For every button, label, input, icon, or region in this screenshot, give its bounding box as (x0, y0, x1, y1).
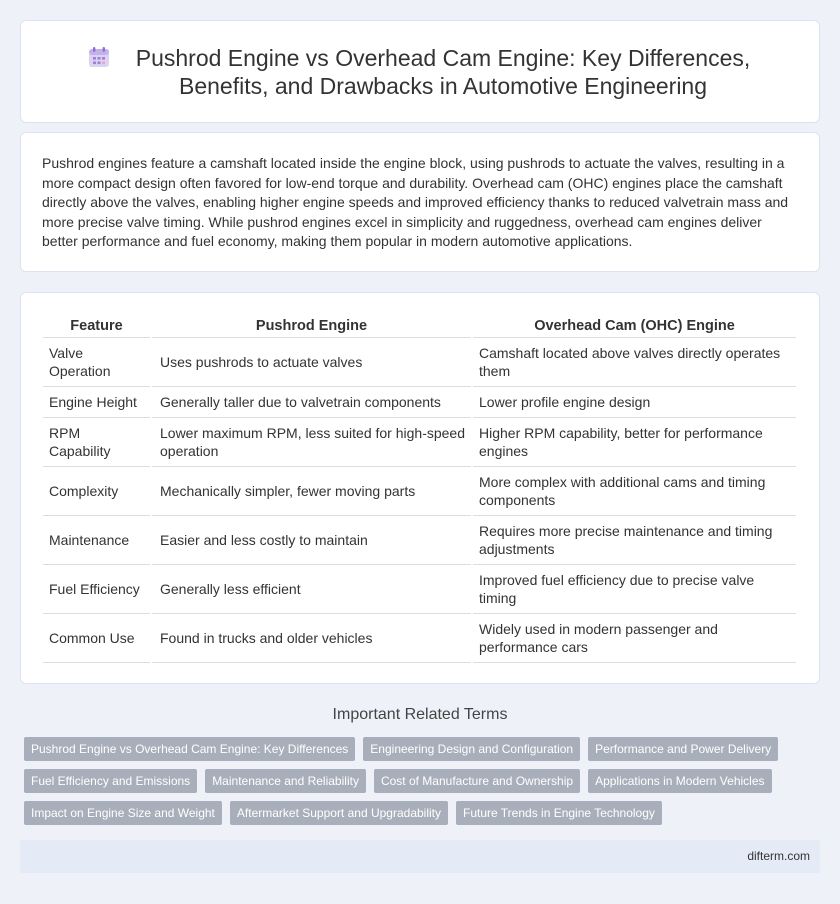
ohc-cell: Widely used in modern passenger and performance cars (472, 614, 797, 663)
table-row (43, 516, 797, 565)
related-term-tag[interactable]: Future Trends in Engine Technology (456, 801, 662, 825)
feature-cell: Valve Operation (43, 338, 151, 387)
pushrod-cell: Lower maximum RPM, less suited for high-speed operation (151, 418, 472, 467)
ohc-cell: Requires more precise maintenance and timing adjustments (472, 516, 797, 565)
table-row (43, 338, 797, 387)
related-term-tag[interactable]: Pushrod Engine vs Overhead Cam Engine: Key Differences (24, 737, 355, 761)
feature-cell: Engine Height (43, 387, 151, 418)
intro-paragraph: Pushrod engines feature a camshaft located inside the engine block, using pushrods to actuate the valves, resulting in a more compact design often favored for low-end torque and durability. Overhead cam (OHC) engines place the camshaft directly above the valves, enabling higher engine speeds and improved efficiency thanks to reduced valvetrain mass and more precise valve timing. While pushrod engines excel in simplicity and ruggedness, overhead cam engines deliver better performance and fuel economy, making them popular in modern automotive applications. (42, 155, 789, 249)
comparison-table-card (20, 292, 820, 684)
footer (20, 840, 820, 873)
column-header-feature: Feature (43, 315, 151, 338)
pushrod-cell: Easier and less costly to maintain (151, 516, 472, 565)
table-row (43, 387, 797, 418)
page-title: Pushrod Engine vs Overhead Cam Engine: Key Differences, Benefits, and Drawbacks in Automotive Engineering (135, 44, 751, 99)
pushrod-cell: Uses pushrods to actuate valves (151, 338, 472, 387)
pushrod-cell: Generally taller due to valvetrain components (151, 387, 472, 418)
calendar-icon (87, 45, 111, 69)
ohc-cell: More complex with additional cams and timing components (472, 467, 797, 516)
table-header-row (43, 315, 797, 338)
related-terms-heading: Important Related Terms (332, 706, 508, 723)
related-term-tag[interactable]: Engineering Design and Configuration (363, 737, 580, 761)
ohc-cell: Higher RPM capability, better for performance engines (472, 418, 797, 467)
table-row (43, 467, 797, 516)
feature-cell: Fuel Efficiency (43, 565, 151, 614)
ohc-cell: Improved fuel efficiency due to precise valve timing (472, 565, 797, 614)
table-row (43, 565, 797, 614)
pushrod-cell: Generally less efficient (151, 565, 472, 614)
pushrod-cell: Mechanically simpler, fewer moving parts (151, 467, 472, 516)
title-card (20, 20, 820, 123)
ohc-cell: Camshaft located above valves directly operates them (472, 338, 797, 387)
related-term-tag[interactable]: Impact on Engine Size and Weight (24, 801, 222, 825)
related-term-tag[interactable]: Aftermarket Support and Upgradability (230, 801, 448, 825)
related-term-tag[interactable]: Performance and Power Delivery (588, 737, 778, 761)
related-term-tag[interactable]: Fuel Efficiency and Emissions (24, 769, 197, 793)
feature-cell: Common Use (43, 614, 151, 663)
ohc-cell: Lower profile engine design (472, 387, 797, 418)
feature-cell: Maintenance (43, 516, 151, 565)
intro-card (20, 132, 820, 272)
feature-cell: RPM Capability (43, 418, 151, 467)
feature-cell: Complexity (43, 467, 151, 516)
comparison-table (43, 315, 798, 663)
pushrod-cell: Found in trucks and older vehicles (151, 614, 472, 663)
column-header-ohc: Overhead Cam (OHC) Engine (472, 315, 797, 338)
table-row (43, 418, 797, 467)
related-terms-list (24, 737, 824, 833)
table-row (43, 614, 797, 663)
column-header-pushrod: Pushrod Engine (151, 315, 472, 338)
related-term-tag[interactable]: Applications in Modern Vehicles (588, 769, 771, 793)
footer-site-link[interactable]: difterm.com (747, 849, 810, 863)
related-term-tag[interactable]: Maintenance and Reliability (205, 769, 366, 793)
related-term-tag[interactable]: Cost of Manufacture and Ownership (374, 769, 580, 793)
